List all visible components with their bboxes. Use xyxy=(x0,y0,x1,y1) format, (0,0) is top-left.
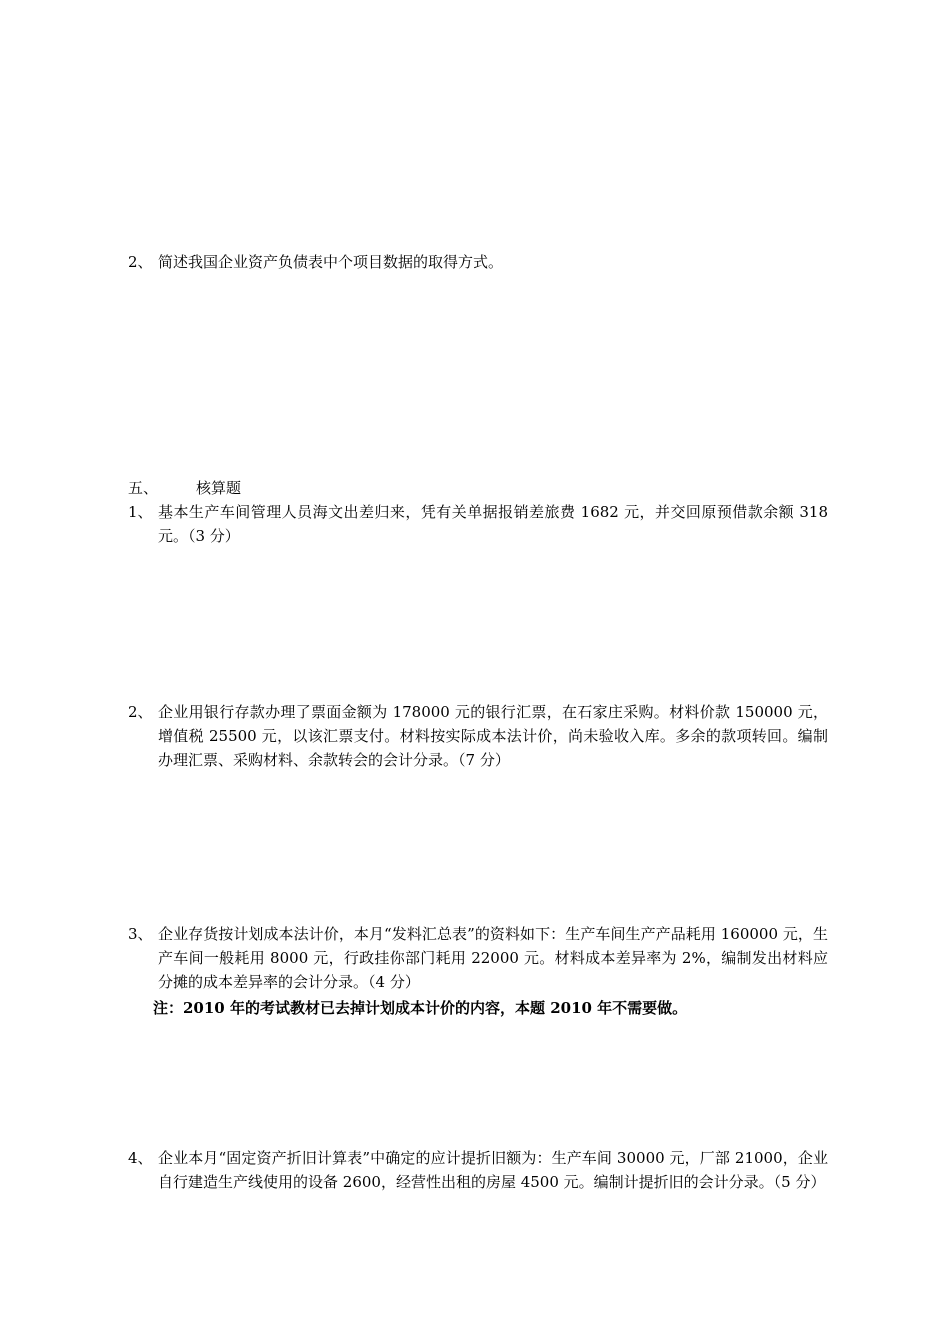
question-text: 基本生产车间管理人员海文出差归来，凭有关单据报销差旅费 1682 元，并交回原预借款余额 318 元。（3 分） xyxy=(158,503,828,545)
section-title: 核算题 xyxy=(196,479,242,497)
section-heading-5 xyxy=(128,476,828,500)
question-text: 简述我国企业资产负债表中个项目数据的取得方式。 xyxy=(158,253,504,271)
question-number: 4、 xyxy=(128,1149,153,1167)
question-text: 企业存货按计划成本法计价，本月“发料汇总表”的资料如下：生产车间生产产品耗用 160000 元，生产车间一般耗用 8000 元，行政挂你部门耗用 22000 元。材料成本差异率为 2%，编制发出材料应分摊的成本差异率的会计分录。（4 分） xyxy=(158,925,828,991)
question-3 xyxy=(128,922,828,994)
question-number: 3、 xyxy=(128,925,153,943)
question-1 xyxy=(128,500,828,548)
question-text: 企业用银行存款办理了票面金额为 178000 元的银行汇票，在石家庄采购。材料价款 150000 元，增值税 25500 元，以该汇票支付。材料按实际成本法计价，尚未验收入库。多余的款项转回。编制办理汇票、采购材料、余款转会的会计分录。（7 分） xyxy=(158,703,828,769)
question-4 xyxy=(128,1146,828,1194)
question-3-note: 注：2010 年的考试教材已去掉计划成本计价的内容，本题 2010 年不需要做。 xyxy=(153,999,688,1017)
question-prev-2 xyxy=(128,250,828,274)
question-2 xyxy=(128,700,828,772)
question-number: 1、 xyxy=(128,503,153,521)
question-text: 企业本月“固定资产折旧计算表”中确定的应计提折旧额为：生产车间 30000 元，厂部 21000，企业自行建造生产线使用的设备 2600，经营性出租的房屋 4500 元。编制计提折旧的会计分录。（5 分） xyxy=(158,1149,828,1191)
question-number: 2、 xyxy=(128,703,153,721)
section-number: 五、 xyxy=(128,479,159,497)
question-number: 2、 xyxy=(128,253,153,271)
